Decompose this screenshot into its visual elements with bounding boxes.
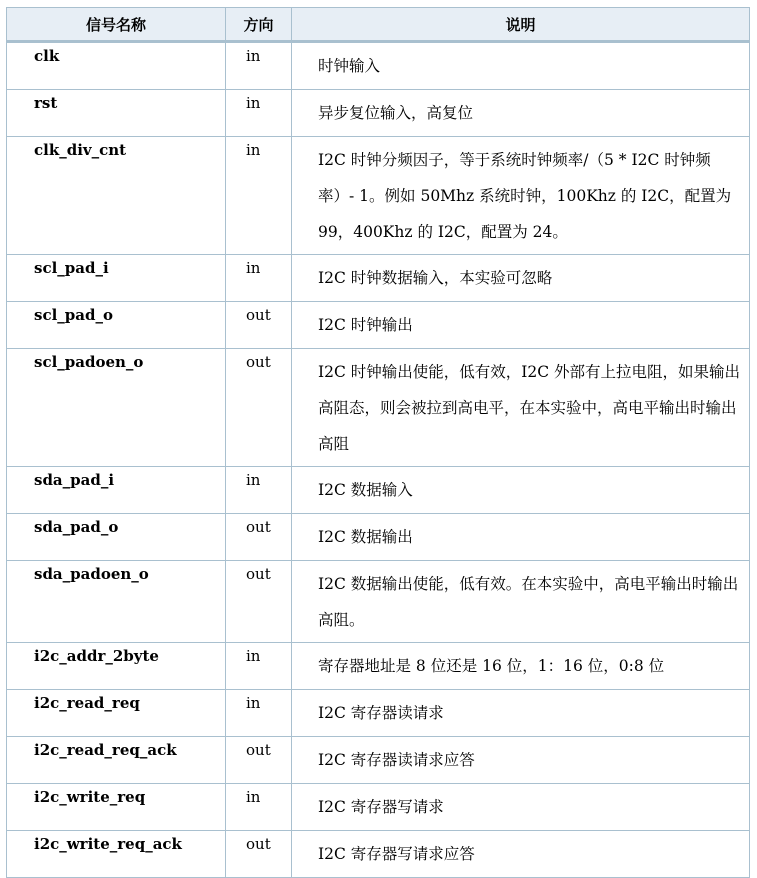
signal-description: I2C 时钟数据输入，本实验可忽略 [292,255,750,302]
header-description: 说明 [292,8,750,42]
table-row [7,784,750,831]
signal-direction: out [226,737,292,784]
table-header-row [7,8,750,42]
signal-direction: in [226,255,292,302]
signal-direction: in [226,137,292,255]
signal-name: scl_pad_i [7,255,226,302]
signal-direction: in [226,42,292,90]
signal-description: I2C 数据输出使能，低有效。在本实验中，高电平输出时输出高阻。 [292,561,750,643]
signal-name: clk [7,42,226,90]
signal-name: i2c_read_req [7,690,226,737]
signal-description: 寄存器地址是 8 位还是 16 位，1：16 位，0:8 位 [292,643,750,690]
signal-direction: in [226,643,292,690]
table-row [7,90,750,137]
signal-description: 时钟输入 [292,42,750,90]
signal-name: sda_padoen_o [7,561,226,643]
table-row [7,349,750,467]
signal-direction: out [226,561,292,643]
signal-name: scl_pad_o [7,302,226,349]
signal-name: rst [7,90,226,137]
signal-description: I2C 时钟输出 [292,302,750,349]
signal-description: I2C 数据输入 [292,467,750,514]
table-row [7,737,750,784]
signal-name: i2c_write_req [7,784,226,831]
signal-direction: in [226,690,292,737]
header-signal-name: 信号名称 [7,8,226,42]
signal-name: sda_pad_o [7,514,226,561]
signal-description: I2C 数据输出 [292,514,750,561]
table-row [7,137,750,255]
table-row [7,690,750,737]
table-row [7,42,750,90]
signal-description: I2C 寄存器写请求 [292,784,750,831]
signal-direction: in [226,90,292,137]
signal-description: I2C 寄存器读请求应答 [292,737,750,784]
signal-table-container [6,7,749,878]
table-row [7,255,750,302]
table-row [7,302,750,349]
signal-name: sda_pad_i [7,467,226,514]
signal-description: I2C 寄存器读请求 [292,690,750,737]
table-row [7,643,750,690]
signal-name: clk_div_cnt [7,137,226,255]
signal-name: i2c_addr_2byte [7,643,226,690]
signal-direction: out [226,349,292,467]
signal-table [6,7,750,878]
table-row [7,561,750,643]
signal-name: scl_padoen_o [7,349,226,467]
signal-name: i2c_write_req_ack [7,831,226,878]
header-direction: 方向 [226,8,292,42]
signal-description: I2C 时钟分频因子，等于系统时钟频率/（5 * I2C 时钟频率）- 1。例如 50Mhz 系统时钟，100Khz 的 I2C，配置为 99，400Khz 的 I2C，配置为 24。 [292,137,750,255]
signal-direction: in [226,467,292,514]
signal-description: I2C 时钟输出使能，低有效，I2C 外部有上拉电阻，如果输出高阻态，则会被拉到高电平，在本实验中，高电平输出时输出高阻 [292,349,750,467]
signal-direction: in [226,784,292,831]
signal-direction: out [226,302,292,349]
signal-direction: out [226,514,292,561]
table-row [7,467,750,514]
table-row [7,514,750,561]
signal-description: 异步复位输入，高复位 [292,90,750,137]
signal-name: i2c_read_req_ack [7,737,226,784]
signal-description: I2C 寄存器写请求应答 [292,831,750,878]
signal-direction: out [226,831,292,878]
table-row [7,831,750,878]
